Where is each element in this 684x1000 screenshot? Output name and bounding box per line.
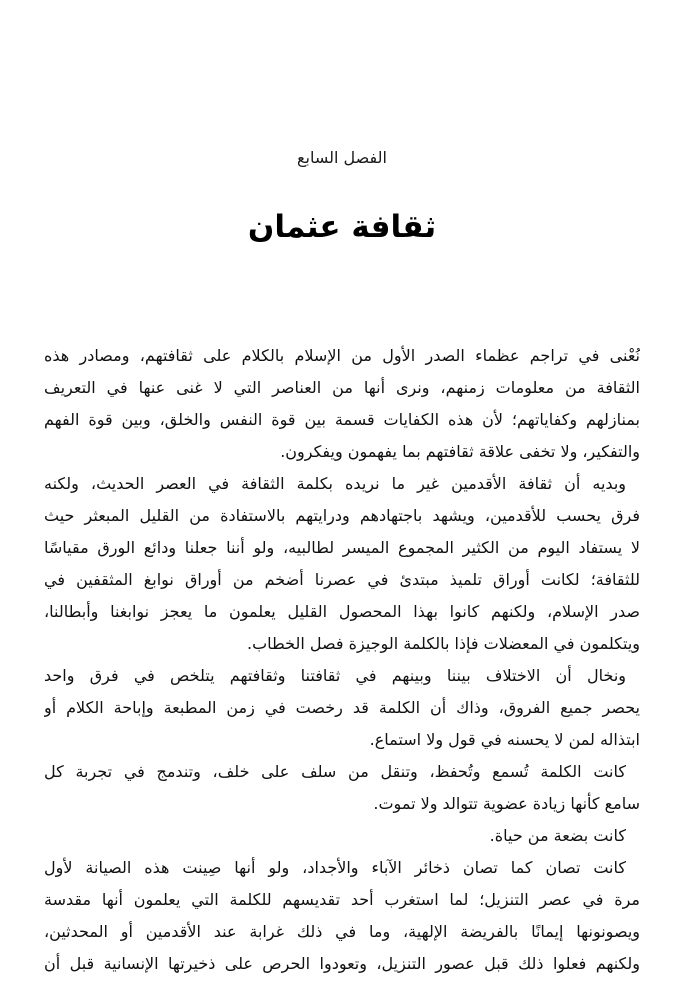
body-text bbox=[44, 340, 640, 980]
text-line: يحصر جميع الفروق، وذاك أن الكلمة قد رخصت في زمن المطبعة وإباحة الكلام أو bbox=[44, 698, 640, 717]
text-line: كانت الكلمة تُسمع وتُحفظ، وتنقل من سلف على خلف، وتندمج في تجربة كل bbox=[44, 762, 626, 781]
text-line: الثقافة من معلومات زمنهم، ونرى أنها من العناصر التي لا غنى عنها في التعريف bbox=[44, 378, 640, 397]
text-line: والتفكير، ولا تخفى علاقة ثقافتهم بما يفهمون ويفكرون. bbox=[280, 442, 640, 461]
text-line: لا يستفاد اليوم من الكثير المجموع الميسر لطالبيه، ولو أننا جعلنا ودائع الورق مقياسًا bbox=[44, 538, 640, 557]
text-line: ولكنهم فعلوا ذلك قبل عصور التنزيل، وتعودوا الحرص على ذخيرتها الإنسانية قبل أن bbox=[44, 954, 640, 973]
chapter-label: الفصل السابع bbox=[297, 148, 387, 167]
text-line: ونخال أن الاختلاف بيننا وبينهم في ثقافتنا وثقافتهم يتلخص في فرق واحد bbox=[44, 666, 626, 685]
text-line: وبديه أن ثقافة الأقدمين غير ما نريده بكلمة الثقافة في العصر الحديث، ولكنه bbox=[44, 474, 626, 493]
text-line: للثقافة؛ لكانت أوراق تلميذ مبتدئ في عصرنا أضخم من أوراق نوابغ المثقفين في bbox=[44, 570, 640, 589]
text-line: ابتذاله لمن لا يحسنه في قول ولا استماع. bbox=[369, 730, 640, 749]
text-line: صدر الإسلام، ولكنهم كانوا بهذا المحصول القليل يعلمون ما يعجز نوابغنا وأبطالنا، bbox=[44, 602, 640, 621]
text-line: بمنازلهم وكفاياتهم؛ لأن هذه الكفايات قسمة بين قوة النفس والخلق، وبين قوة الفهم bbox=[44, 410, 640, 429]
text-line: كانت بضعة من حياة. bbox=[489, 826, 626, 845]
text-line: كانت تصان كما تصان ذخائر الآباء والأجداد، ولو أنها صِينت هذه الصيانة لأول bbox=[44, 858, 626, 877]
text-line: فرق يحسب للأقدمين، ويشهد باجتهادهم ودرايتهم بالاستفادة من القليل المبعثر حيث bbox=[44, 506, 640, 525]
text-line: ويتكلمون في المعضلات فإذا بالكلمة الوجيزة فصل الخطاب. bbox=[247, 634, 640, 653]
text-line: مرة في عصر التنزيل؛ لما استغرب أحد تقديسهم للكلمة التي يعلمون أنها مقدسة bbox=[44, 890, 640, 909]
text-line: ويصونونها إيمانًا بالفريضة الإلهية، وما في ذلك غرابة عند الأقدمين أو المحدثين، bbox=[44, 922, 640, 941]
text-line: سامع كأنها زيادة عضوية تتوالد ولا تموت. bbox=[373, 794, 640, 813]
chapter-title: ثقافة عثمان bbox=[247, 209, 437, 245]
text-line: نُعْنى في تراجم عظماء الصدر الأول من الإسلام بالكلام على ثقافتهم، ومصادر هذه bbox=[44, 346, 640, 365]
